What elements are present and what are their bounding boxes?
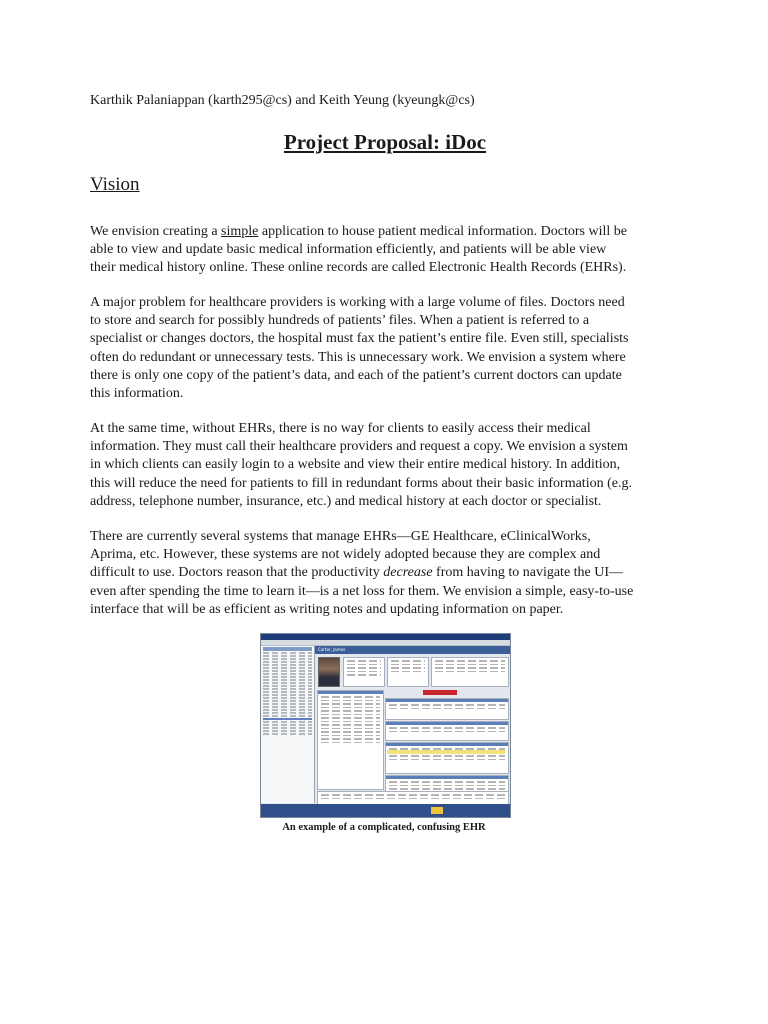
paragraph-3-line: information. They must call their healthcare providers and request a copy. We envision a system xyxy=(90,439,628,455)
paragraph-4-line: There are currently several systems that manage EHRs—GE Healthcare, eClinicalWorks, xyxy=(90,529,591,544)
ehr-section-bar xyxy=(386,776,508,779)
ehr-patient-panel xyxy=(315,646,510,803)
list-item xyxy=(263,727,312,729)
ehr-line xyxy=(321,738,380,740)
list-item xyxy=(263,721,312,723)
ehr-line xyxy=(321,707,380,709)
ehr-line xyxy=(389,781,505,783)
paragraph-2-line: often do redundant or unnecessary tests. This is unnecessary work. We envision a system where xyxy=(90,349,626,365)
paragraph-2-line: there is only one copy of the patient’s data, and each of the patient’s current doctors can update xyxy=(90,367,622,383)
ehr-line xyxy=(389,755,505,757)
ehr-line xyxy=(391,660,425,662)
paragraph-1-line-1 xyxy=(90,223,680,241)
ehr-section-bar xyxy=(386,699,508,702)
ehr-line xyxy=(321,703,380,705)
paragraph-4-line: even after spending the time to learn it—is a net loss for them. We envision a simple, easy-to-use xyxy=(90,583,634,599)
paragraph-3 xyxy=(90,420,680,511)
list-item xyxy=(263,661,312,663)
ehr-problems-block xyxy=(385,698,509,720)
list-item xyxy=(263,733,312,735)
ehr-allergies-block xyxy=(385,721,509,741)
paragraph-2 xyxy=(90,294,680,403)
ehr-line xyxy=(435,671,505,673)
list-item xyxy=(263,652,312,654)
paragraph-1 xyxy=(90,223,680,278)
ehr-line xyxy=(321,728,380,730)
document-title: Project Proposal: iDoc xyxy=(283,130,487,154)
ehr-vitals-block xyxy=(317,690,384,790)
text-span: application to house patient medical information. Doctors will be xyxy=(258,224,627,239)
ehr-patient-name: Carter, James xyxy=(318,647,346,652)
text-span: difficult to use. Doctors reason that the productivity xyxy=(90,565,384,581)
ehr-insurance-block xyxy=(431,657,509,687)
list-item xyxy=(263,673,312,675)
ehr-line xyxy=(321,696,380,698)
paragraph-1-line-3: their medical history online. These online records are called Electronic Health Records (EHRs). xyxy=(90,260,627,276)
ehr-line xyxy=(389,731,505,733)
ehr-footer-table xyxy=(317,791,509,805)
list-item xyxy=(263,670,312,672)
ehr-line xyxy=(347,660,381,662)
ehr-taskbar-button xyxy=(431,807,443,814)
ehr-line xyxy=(321,794,505,796)
ehr-line xyxy=(321,742,380,744)
ehr-line xyxy=(321,798,505,800)
ehr-line xyxy=(435,664,505,666)
paragraph-2-line: A major problem for healthcare providers is working with a large volume of files. Doctors need xyxy=(90,295,625,310)
paragraph-2-line: this information. xyxy=(90,386,184,402)
list-item xyxy=(263,712,312,714)
paragraph-2-line: specialist or changes doctors, the hospital must fax the patient’s entire file. Even still, specialists xyxy=(90,331,629,347)
ehr-line xyxy=(321,710,380,712)
list-item xyxy=(263,676,312,678)
paragraph-3-line: address, telephone number, insurance, etc.) and medical history at each doctor or specialist. xyxy=(90,493,602,509)
ehr-line xyxy=(435,667,505,669)
ehr-patient-name-bar xyxy=(315,646,510,654)
ehr-line xyxy=(389,785,505,787)
ehr-line xyxy=(389,759,505,761)
ehr-line xyxy=(347,671,381,673)
list-item xyxy=(263,700,312,702)
paragraph-2-line: to store and search for possibly hundreds of patients’ files. When a patient is referred to a xyxy=(90,313,590,329)
ehr-line xyxy=(435,660,505,662)
ehr-demographics-block xyxy=(343,657,385,687)
list-item xyxy=(263,655,312,657)
ehr-line xyxy=(321,731,380,733)
list-item xyxy=(263,682,312,684)
ehr-screenshot-figure xyxy=(260,633,511,818)
paragraph-3-line: At the same time, without EHRs, there is no way for clients to easily access their medical xyxy=(90,421,591,436)
ehr-line xyxy=(389,708,505,710)
list-item xyxy=(263,724,312,726)
list-item xyxy=(263,688,312,690)
underlined-word: simple xyxy=(221,224,259,239)
ehr-highlight-row xyxy=(387,750,505,754)
ehr-line xyxy=(389,704,505,706)
ehr-line xyxy=(347,667,381,669)
list-item xyxy=(263,694,312,696)
ehr-line xyxy=(321,721,380,723)
ehr-line xyxy=(321,714,380,716)
ehr-list-header xyxy=(263,647,312,651)
ehr-line xyxy=(391,664,425,666)
section-heading-vision: Vision xyxy=(90,174,140,195)
ehr-line xyxy=(321,717,380,719)
text-span: We envision creating a xyxy=(90,224,222,239)
ehr-line xyxy=(347,674,381,676)
list-item xyxy=(263,685,312,687)
list-item xyxy=(263,703,312,705)
author-line: Karthik Palaniappan (karth295@cs) and Keith Yeung (kyeungk@cs) xyxy=(90,93,475,108)
figure-caption: An example of a complicated, confusing EHR xyxy=(282,822,486,833)
list-item xyxy=(263,664,312,666)
italic-word: decrease xyxy=(383,565,433,581)
ehr-alert-banner xyxy=(423,690,457,695)
list-item xyxy=(263,658,312,660)
paragraph-3-line: in which clients can easily login to a website and view their entire medical history. In addition, xyxy=(90,457,621,473)
list-item xyxy=(263,667,312,669)
paragraph-4 xyxy=(90,528,680,619)
list-item xyxy=(263,706,312,708)
ehr-line xyxy=(347,664,381,666)
paragraph-4-line: interface that will be as efficient as writing notes and updating information on paper. xyxy=(90,601,564,617)
ehr-line xyxy=(321,735,380,737)
paragraph-4-line xyxy=(90,564,680,582)
list-item xyxy=(263,730,312,732)
ehr-line xyxy=(321,724,380,726)
list-item xyxy=(263,697,312,699)
ehr-line xyxy=(391,671,425,673)
list-item xyxy=(263,691,312,693)
ehr-line xyxy=(391,667,425,669)
paragraph-4-line: Aprima, etc. However, these systems are not widely adopted because they are complex and xyxy=(90,547,601,563)
ehr-line xyxy=(389,788,505,790)
list-item xyxy=(263,715,312,717)
ehr-section-bar xyxy=(318,691,383,694)
ehr-contact-block xyxy=(387,657,429,687)
ehr-line xyxy=(389,727,505,729)
list-item xyxy=(263,709,312,711)
ehr-section-bar xyxy=(386,743,508,746)
ehr-schedule-list xyxy=(261,646,315,803)
text-span: from having to navigate the UI— xyxy=(432,565,624,581)
ehr-line xyxy=(321,700,380,702)
ehr-status-bar xyxy=(261,804,510,817)
ehr-section-bar xyxy=(386,722,508,725)
paragraph-3-line: this will reduce the need for patients to fill in redundant forms about their basic information (e.g. xyxy=(90,475,632,491)
list-item xyxy=(263,679,312,681)
ehr-medications-block xyxy=(385,742,509,774)
list-item-selected xyxy=(263,718,312,720)
paragraph-1-line-2: able to view and update basic medical information efficiently, and patients will be able view xyxy=(90,242,607,258)
patient-photo xyxy=(318,657,340,687)
